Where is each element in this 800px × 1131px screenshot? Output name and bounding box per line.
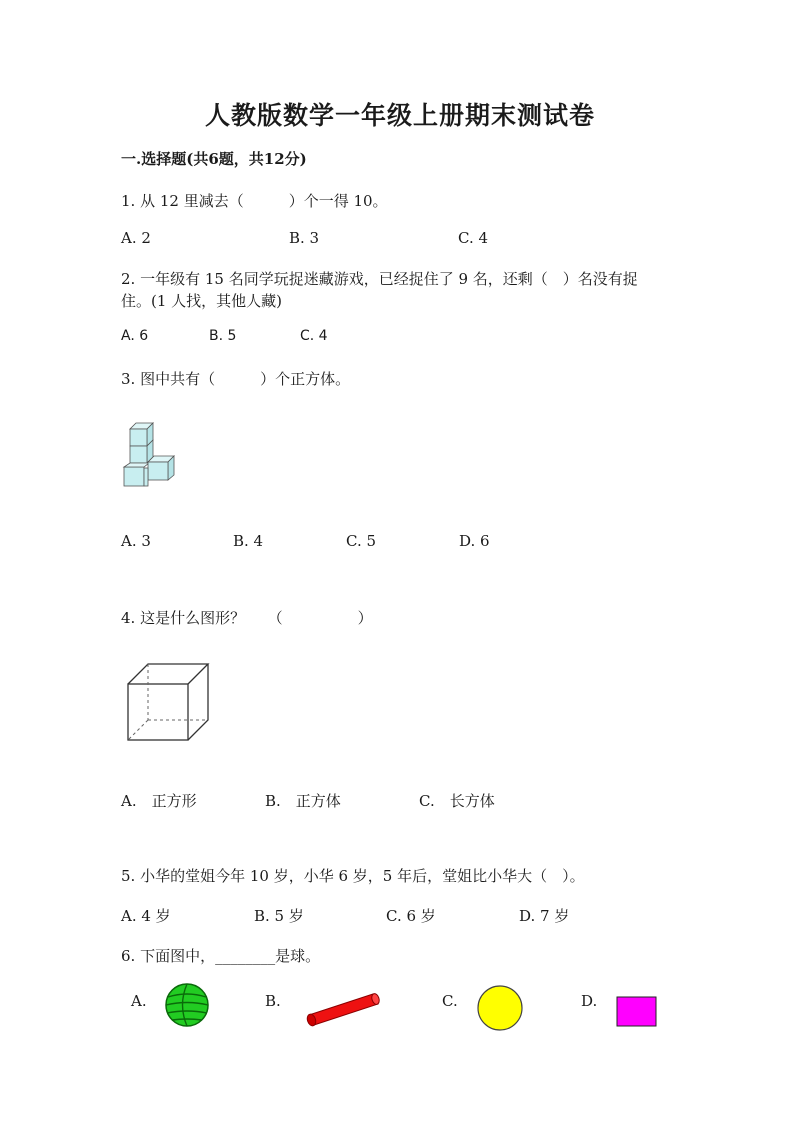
question-6: 6. 下面图中，________是球。	[121, 947, 321, 965]
q6-option-d: D.	[581, 992, 598, 1010]
q5-option-c: C. 6 岁	[386, 907, 436, 925]
q1-option-b: B. 3	[289, 229, 320, 247]
q3-option-a: A. 3	[121, 532, 151, 550]
green-ball-icon	[164, 982, 210, 1028]
q4-option-b: B. 正方体	[265, 792, 341, 810]
q6-option-c: C.	[442, 992, 458, 1010]
question-1: 1. 从 12 里减去（ ）个一得 10。	[121, 192, 388, 210]
red-cylinder-icon	[303, 989, 383, 1029]
question-4: 4. 这是什么图形？ （ ）	[121, 609, 373, 627]
q2-option-c: C. 4	[300, 328, 328, 344]
q2-option-a: A. 6	[121, 328, 149, 344]
q4-option-a: A. 正方形	[121, 792, 197, 810]
q2-option-b: B. 5	[209, 328, 237, 344]
q6-option-b: B.	[265, 992, 281, 1010]
question-5: 5. 小华的堂姐今年 10 岁，小华 6 岁，5 年后，堂姐比小华大（ ）。	[121, 867, 585, 885]
question-2-line-2: 住。(1 人找，其他人藏)	[121, 292, 283, 310]
q5-option-d: D. 7 岁	[519, 907, 570, 925]
yellow-circle-icon	[476, 984, 524, 1032]
q6-option-a: A.	[131, 992, 147, 1010]
magenta-rectangle-icon	[616, 996, 658, 1028]
question-3: 3. 图中共有（ ）个正方体。	[121, 370, 351, 388]
section-heading: 一.选择题(共6题，共12分)	[121, 150, 307, 168]
q3-option-d: D. 6	[459, 532, 490, 550]
q5-option-a: A. 4 岁	[121, 907, 171, 925]
stacked-cubes-figure	[120, 420, 180, 490]
q3-option-b: B. 4	[233, 532, 264, 550]
cube-wireframe-figure	[126, 662, 210, 742]
q4-option-c: C. 长方体	[419, 792, 495, 810]
q5-option-b: B. 5 岁	[254, 907, 304, 925]
question-2-line-1: 2. 一年级有 15 名同学玩捉迷藏游戏，已经捉住了 9 名，还剩（ ）名没有捉	[121, 270, 638, 288]
q1-option-c: C. 4	[458, 229, 489, 247]
page-title: 人教版数学一年级上册期末测试卷	[204, 101, 595, 130]
q3-option-c: C. 5	[346, 532, 377, 550]
q1-option-a: A. 2	[121, 229, 151, 247]
